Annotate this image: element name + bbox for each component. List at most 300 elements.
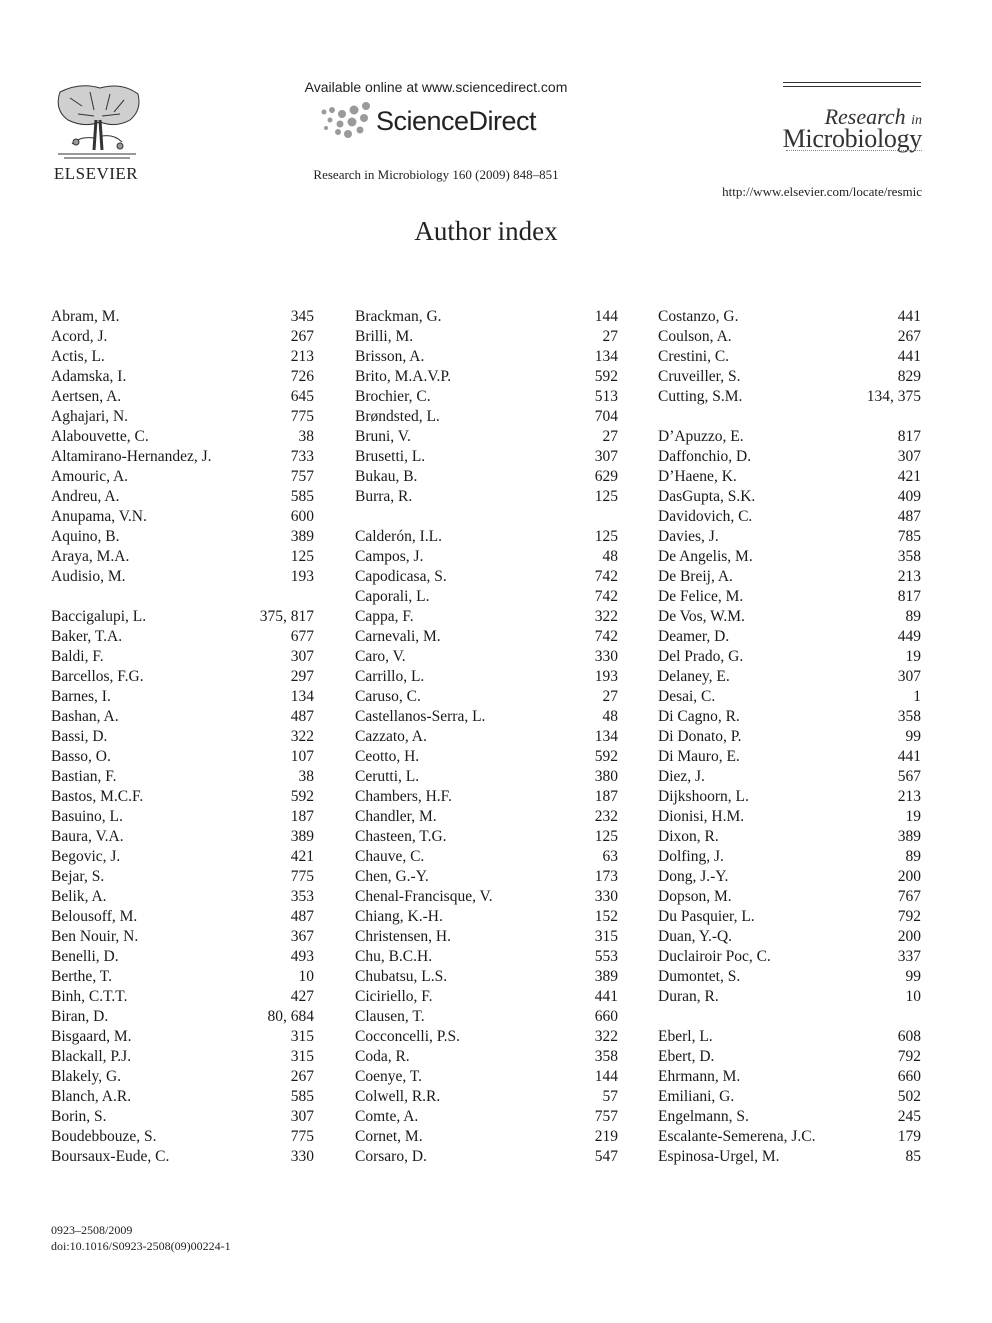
author-name: Begovic, J. bbox=[51, 848, 121, 865]
author-pages: 592 bbox=[594, 748, 618, 765]
author-entry bbox=[355, 427, 618, 447]
author-entry bbox=[658, 967, 921, 987]
author-entry bbox=[658, 667, 921, 687]
author-entry bbox=[355, 667, 618, 687]
author-pages: 134 bbox=[290, 688, 314, 705]
author-name: Basso, O. bbox=[51, 748, 111, 765]
author-entry bbox=[51, 327, 314, 347]
author-name: Alabouvette, C. bbox=[51, 428, 149, 445]
author-pages: 792 bbox=[897, 1048, 921, 1065]
author-pages: 660 bbox=[897, 1068, 921, 1085]
author-pages: 358 bbox=[897, 708, 921, 725]
author-entry bbox=[51, 747, 314, 767]
author-name: Brusetti, L. bbox=[355, 448, 426, 465]
author-entry bbox=[658, 367, 921, 387]
author-name: Bruni, V. bbox=[355, 428, 411, 445]
author-pages: 297 bbox=[290, 668, 314, 685]
author-entry bbox=[658, 727, 921, 747]
author-entry bbox=[51, 1027, 314, 1047]
author-name: Boursaux-Eude, C. bbox=[51, 1148, 170, 1165]
author-name: Baura, V.A. bbox=[51, 828, 124, 845]
author-entry bbox=[51, 487, 314, 507]
author-pages: 134 bbox=[594, 348, 618, 365]
author-entry bbox=[355, 567, 618, 587]
author-entry bbox=[658, 607, 921, 627]
author-entry bbox=[51, 627, 314, 647]
author-entry bbox=[658, 687, 921, 707]
author-entry bbox=[51, 667, 314, 687]
author-pages: 213 bbox=[290, 348, 314, 365]
author-name: Du Pasquier, L. bbox=[658, 908, 755, 925]
author-pages: 307 bbox=[594, 448, 618, 465]
author-name: Dopson, M. bbox=[658, 888, 732, 905]
author-name: Di Donato, P. bbox=[658, 728, 742, 745]
author-entry bbox=[51, 767, 314, 787]
author-pages: 330 bbox=[594, 648, 618, 665]
author-pages: 38 bbox=[298, 768, 314, 785]
index-column-2 bbox=[355, 307, 618, 1167]
author-name: Brito, M.A.V.P. bbox=[355, 368, 452, 385]
author-name: Clausen, T. bbox=[355, 1008, 425, 1025]
author-pages: 322 bbox=[594, 1028, 618, 1045]
author-name: Davidovich, C. bbox=[658, 508, 753, 525]
author-entry bbox=[658, 1067, 921, 1087]
author-name: De Felice, M. bbox=[658, 588, 744, 605]
author-name: Brilli, M. bbox=[355, 328, 414, 345]
author-pages: 57 bbox=[602, 1088, 618, 1105]
author-pages: 726 bbox=[290, 368, 314, 385]
author-entry bbox=[658, 487, 921, 507]
author-pages: 775 bbox=[290, 408, 314, 425]
author-name: D’Apuzzo, E. bbox=[658, 428, 744, 445]
author-entry bbox=[51, 1147, 314, 1167]
author-entry bbox=[355, 987, 618, 1007]
author-entry bbox=[355, 947, 618, 967]
author-name: Benelli, D. bbox=[51, 948, 119, 965]
letter-group-gap bbox=[658, 1007, 921, 1027]
author-name: Barnes, I. bbox=[51, 688, 111, 705]
author-entry bbox=[658, 307, 921, 327]
author-pages: 232 bbox=[594, 808, 618, 825]
author-entry bbox=[51, 847, 314, 867]
author-name: Chubatsu, L.S. bbox=[355, 968, 448, 985]
author-entry bbox=[355, 787, 618, 807]
author-name: Coulson, A. bbox=[658, 328, 732, 345]
author-name: Cerutti, L. bbox=[355, 768, 420, 785]
author-entry bbox=[658, 927, 921, 947]
author-entry bbox=[51, 547, 314, 567]
author-entry bbox=[355, 747, 618, 767]
index-column-3 bbox=[658, 307, 921, 1167]
author-name: Capodicasa, S. bbox=[355, 568, 447, 585]
author-entry bbox=[51, 887, 314, 907]
author-pages: 409 bbox=[897, 488, 921, 505]
author-entry bbox=[51, 807, 314, 827]
author-entry bbox=[51, 1087, 314, 1107]
author-pages: 775 bbox=[290, 868, 314, 885]
author-name: Diez, J. bbox=[658, 768, 705, 785]
author-name: Deamer, D. bbox=[658, 628, 730, 645]
author-pages: 10 bbox=[905, 988, 921, 1005]
author-pages: 567 bbox=[897, 768, 921, 785]
author-entry bbox=[355, 807, 618, 827]
author-pages: 345 bbox=[290, 308, 314, 325]
author-entry bbox=[658, 587, 921, 607]
author-pages: 48 bbox=[602, 548, 618, 565]
author-entry bbox=[355, 347, 618, 367]
author-name: Dijkshoorn, L. bbox=[658, 788, 749, 805]
author-name: Brackman, G. bbox=[355, 308, 442, 325]
author-entry bbox=[658, 1087, 921, 1107]
author-pages: 389 bbox=[594, 968, 618, 985]
author-pages: 307 bbox=[897, 448, 921, 465]
author-name: Carnevali, M. bbox=[355, 628, 441, 645]
author-entry bbox=[658, 947, 921, 967]
author-entry bbox=[51, 307, 314, 327]
author-name: DasGupta, S.K. bbox=[658, 488, 756, 505]
author-name: Aertsen, A. bbox=[51, 388, 122, 405]
author-name: Cocconcelli, P.S. bbox=[355, 1028, 461, 1045]
author-name: Berthe, T. bbox=[51, 968, 112, 985]
author-pages: 125 bbox=[594, 828, 618, 845]
author-name: Daffonchio, D. bbox=[658, 448, 752, 465]
author-pages: 645 bbox=[290, 388, 314, 405]
author-pages: 134 bbox=[594, 728, 618, 745]
author-entry bbox=[355, 867, 618, 887]
author-entry bbox=[658, 507, 921, 527]
author-name: Andreu, A. bbox=[51, 488, 120, 505]
author-pages: 487 bbox=[897, 508, 921, 525]
author-pages: 600 bbox=[290, 508, 314, 525]
author-pages: 441 bbox=[594, 988, 618, 1005]
author-name: Adamska, I. bbox=[51, 368, 127, 385]
author-entry bbox=[51, 1007, 314, 1027]
journal-url[interactable]: http://www.elsevier.com/locate/resmic bbox=[722, 184, 922, 199]
author-entry bbox=[658, 1127, 921, 1147]
author-pages: 487 bbox=[290, 908, 314, 925]
author-name: Ciciriello, F. bbox=[355, 988, 433, 1005]
author-pages: 757 bbox=[594, 1108, 618, 1125]
author-pages: 315 bbox=[290, 1028, 314, 1045]
author-name: Chandler, M. bbox=[355, 808, 437, 825]
author-pages: 817 bbox=[897, 428, 921, 445]
author-name: Di Mauro, E. bbox=[658, 748, 740, 765]
author-pages: 187 bbox=[290, 808, 314, 825]
author-name: Baccigalupi, L. bbox=[51, 608, 147, 625]
author-entry bbox=[355, 607, 618, 627]
author-entry bbox=[658, 847, 921, 867]
author-pages: 219 bbox=[594, 1128, 618, 1145]
author-name: Corsaro, D. bbox=[355, 1148, 427, 1165]
author-name: Davies, J. bbox=[658, 528, 719, 545]
author-name: Blackall, P.J. bbox=[51, 1048, 132, 1065]
page-title: Author index bbox=[414, 216, 558, 246]
author-pages: 785 bbox=[897, 528, 921, 545]
author-pages: 200 bbox=[897, 868, 921, 885]
author-pages: 629 bbox=[594, 468, 618, 485]
author-pages: 733 bbox=[290, 448, 314, 465]
author-name: Bassi, D. bbox=[51, 728, 108, 745]
author-pages: 592 bbox=[290, 788, 314, 805]
author-name: Ehrmann, M. bbox=[658, 1068, 741, 1085]
publisher-name: ELSEVIER bbox=[53, 164, 139, 183]
author-entry bbox=[355, 1107, 618, 1127]
author-name: Dong, J.-Y. bbox=[658, 868, 729, 885]
author-pages: 99 bbox=[905, 968, 921, 985]
author-pages: 125 bbox=[290, 548, 314, 565]
letter-group-gap bbox=[355, 507, 618, 527]
author-entry bbox=[51, 707, 314, 727]
author-name: Caro, V. bbox=[355, 648, 406, 665]
author-entry bbox=[658, 767, 921, 787]
author-pages: 660 bbox=[594, 1008, 618, 1025]
author-name: Bukau, B. bbox=[355, 468, 418, 485]
author-pages: 330 bbox=[290, 1148, 314, 1165]
author-entry bbox=[658, 627, 921, 647]
author-pages: 1 bbox=[913, 688, 921, 705]
author-entry bbox=[355, 687, 618, 707]
author-pages: 315 bbox=[594, 928, 618, 945]
author-pages: 322 bbox=[594, 608, 618, 625]
author-name: Brisson, A. bbox=[355, 348, 425, 365]
author-entry bbox=[51, 647, 314, 667]
author-entry bbox=[658, 647, 921, 667]
author-pages: 585 bbox=[290, 488, 314, 505]
author-pages: 330 bbox=[594, 888, 618, 905]
footer-doi: doi:10.1016/S0923-2508(09)00224-1 bbox=[51, 1239, 231, 1253]
author-name: Chen, G.-Y. bbox=[355, 868, 429, 885]
author-name: Duan, Y.-Q. bbox=[658, 928, 733, 945]
author-entry bbox=[51, 727, 314, 747]
author-entry bbox=[355, 467, 618, 487]
author-entry bbox=[51, 407, 314, 427]
author-pages: 307 bbox=[290, 648, 314, 665]
author-name: Araya, M.A. bbox=[51, 548, 130, 565]
author-name: Boudebbouze, S. bbox=[51, 1128, 157, 1145]
author-entry bbox=[355, 967, 618, 987]
author-name: Belik, A. bbox=[51, 888, 107, 905]
author-pages: 107 bbox=[290, 748, 314, 765]
author-pages: 547 bbox=[594, 1148, 618, 1165]
author-entry bbox=[51, 527, 314, 547]
author-pages: 441 bbox=[897, 348, 921, 365]
author-name: Bastian, F. bbox=[51, 768, 117, 785]
author-name: Calderón, I.L. bbox=[355, 528, 442, 545]
author-entry bbox=[51, 607, 314, 627]
author-pages: 99 bbox=[905, 728, 921, 745]
author-name: Desai, C. bbox=[658, 688, 716, 705]
author-pages: 173 bbox=[594, 868, 618, 885]
author-pages: 358 bbox=[897, 548, 921, 565]
author-entry bbox=[658, 1107, 921, 1127]
footer-issn: 0923–2508/2009 bbox=[51, 1223, 133, 1237]
author-name: Bastos, M.C.F. bbox=[51, 788, 144, 805]
author-entry bbox=[51, 347, 314, 367]
author-name: Campos, J. bbox=[355, 548, 424, 565]
author-name: Ben Nouir, N. bbox=[51, 928, 139, 945]
author-entry bbox=[355, 527, 618, 547]
author-name: Burra, R. bbox=[355, 488, 413, 505]
author-entry bbox=[355, 927, 618, 947]
author-name: Caruso, C. bbox=[355, 688, 421, 705]
author-pages: 337 bbox=[897, 948, 921, 965]
author-entry bbox=[658, 567, 921, 587]
author-entry bbox=[658, 347, 921, 367]
author-pages: 134, 375 bbox=[866, 388, 921, 405]
author-entry bbox=[51, 1047, 314, 1067]
author-entry bbox=[51, 507, 314, 527]
author-pages: 89 bbox=[905, 848, 921, 865]
author-entry bbox=[355, 907, 618, 927]
author-name: Eberl, L. bbox=[658, 1028, 713, 1045]
author-pages: 677 bbox=[290, 628, 314, 645]
author-entry bbox=[355, 367, 618, 387]
author-entry bbox=[658, 827, 921, 847]
author-pages: 817 bbox=[897, 588, 921, 605]
author-name: Borin, S. bbox=[51, 1108, 107, 1125]
author-name: De Breij, A. bbox=[658, 568, 733, 585]
author-entry bbox=[51, 987, 314, 1007]
author-name: Brochier, C. bbox=[355, 388, 431, 405]
author-pages: 152 bbox=[594, 908, 618, 925]
author-pages: 389 bbox=[290, 528, 314, 545]
author-entry bbox=[355, 1027, 618, 1047]
author-pages: 187 bbox=[594, 788, 618, 805]
author-pages: 513 bbox=[594, 388, 618, 405]
author-name: Barcellos, F.G. bbox=[51, 668, 144, 685]
author-entry bbox=[355, 727, 618, 747]
author-name: Chu, B.C.H. bbox=[355, 948, 433, 965]
author-name: Di Cagno, R. bbox=[658, 708, 740, 725]
author-name: Castellanos-Serra, L. bbox=[355, 708, 486, 725]
author-name: Baker, T.A. bbox=[51, 628, 123, 645]
author-pages: 358 bbox=[594, 1048, 618, 1065]
author-name: Crestini, C. bbox=[658, 348, 730, 365]
author-entry bbox=[51, 827, 314, 847]
author-pages: 585 bbox=[290, 1088, 314, 1105]
author-pages: 179 bbox=[897, 1128, 921, 1145]
author-entry bbox=[51, 927, 314, 947]
author-name: Audisio, M. bbox=[51, 568, 126, 585]
author-pages: 742 bbox=[594, 628, 618, 645]
author-name: Binh, C.T.T. bbox=[51, 988, 128, 1005]
author-name: Dumontet, S. bbox=[658, 968, 741, 985]
author-pages: 792 bbox=[897, 908, 921, 925]
author-name: Caporali, L. bbox=[355, 588, 430, 605]
author-pages: 441 bbox=[897, 308, 921, 325]
author-entry bbox=[355, 587, 618, 607]
author-pages: 144 bbox=[594, 308, 618, 325]
author-entry bbox=[355, 1067, 618, 1087]
author-name: Dixon, R. bbox=[658, 828, 719, 845]
author-name: Carrillo, L. bbox=[355, 668, 425, 685]
author-name: Chiang, K.-H. bbox=[355, 908, 443, 925]
author-entry bbox=[51, 687, 314, 707]
author-entry bbox=[355, 547, 618, 567]
author-pages: 775 bbox=[290, 1128, 314, 1145]
author-pages: 449 bbox=[897, 628, 921, 645]
author-entry bbox=[51, 947, 314, 967]
author-pages: 829 bbox=[897, 368, 921, 385]
author-entry bbox=[658, 987, 921, 1007]
author-entry bbox=[51, 427, 314, 447]
author-pages: 553 bbox=[594, 948, 618, 965]
author-name: Cutting, S.M. bbox=[658, 388, 743, 405]
journal-logo-tagline-line bbox=[786, 150, 922, 154]
author-name: Duclairoir Poc, C. bbox=[658, 948, 771, 965]
journal-logo-microbiology: Microbiology bbox=[782, 124, 922, 153]
author-pages: 245 bbox=[897, 1108, 921, 1125]
author-entry bbox=[658, 867, 921, 887]
author-pages: 742 bbox=[594, 588, 618, 605]
author-pages: 502 bbox=[897, 1088, 921, 1105]
author-name: Bisgaard, M. bbox=[51, 1028, 132, 1045]
author-name: De Angelis, M. bbox=[658, 548, 753, 565]
author-entry bbox=[658, 327, 921, 347]
author-name: Blanch, A.R. bbox=[51, 1088, 132, 1105]
author-pages: 307 bbox=[897, 668, 921, 685]
available-online-text: Available online at www.sciencedirect.com bbox=[304, 79, 568, 95]
author-entry bbox=[355, 1007, 618, 1027]
author-entry bbox=[51, 1107, 314, 1127]
author-name: Chambers, H.F. bbox=[355, 788, 452, 805]
author-name: Escalante-Semerena, J.C. bbox=[658, 1128, 816, 1145]
footer bbox=[51, 1222, 231, 1254]
author-name: Biran, D. bbox=[51, 1008, 109, 1025]
author-entry bbox=[51, 967, 314, 987]
author-name: Basuino, L. bbox=[51, 808, 123, 825]
author-name: De Vos, W.M. bbox=[658, 608, 745, 625]
author-pages: 144 bbox=[594, 1068, 618, 1085]
author-pages: 38 bbox=[298, 428, 314, 445]
author-entry bbox=[355, 627, 618, 647]
author-name: Delaney, E. bbox=[658, 668, 730, 685]
journal-reference: Research in Microbiology 160 (2009) 848–851 bbox=[313, 167, 559, 182]
author-entry bbox=[355, 1147, 618, 1167]
author-entry bbox=[355, 1047, 618, 1067]
author-name: Dionisi, H.M. bbox=[658, 808, 745, 825]
author-pages: 267 bbox=[290, 328, 314, 345]
author-pages: 125 bbox=[594, 528, 618, 545]
author-pages: 315 bbox=[290, 1048, 314, 1065]
letter-group-gap bbox=[658, 407, 921, 427]
author-name: Altamirano-Hernandez, J. bbox=[51, 448, 212, 465]
author-pages: 27 bbox=[602, 688, 618, 705]
author-name: Coenye, T. bbox=[355, 1068, 423, 1085]
author-entry bbox=[355, 647, 618, 667]
author-entry bbox=[51, 1127, 314, 1147]
author-pages: 493 bbox=[290, 948, 314, 965]
author-entry bbox=[355, 307, 618, 327]
author-pages: 10 bbox=[298, 968, 314, 985]
author-entry bbox=[355, 1127, 618, 1147]
author-entry bbox=[658, 747, 921, 767]
author-entry bbox=[658, 1027, 921, 1047]
author-entry bbox=[355, 447, 618, 467]
author-name: Costanzo, G. bbox=[658, 308, 739, 325]
author-entry bbox=[51, 367, 314, 387]
author-name: Brøndsted, L. bbox=[355, 408, 440, 425]
sciencedirect-wordmark: ScienceDirect bbox=[376, 106, 537, 136]
author-entry bbox=[51, 787, 314, 807]
author-entry bbox=[355, 707, 618, 727]
author-entry bbox=[658, 1147, 921, 1167]
author-pages: 389 bbox=[290, 828, 314, 845]
author-entry bbox=[355, 847, 618, 867]
letter-group-gap bbox=[51, 587, 314, 607]
author-entry bbox=[355, 407, 618, 427]
author-entry bbox=[355, 767, 618, 787]
